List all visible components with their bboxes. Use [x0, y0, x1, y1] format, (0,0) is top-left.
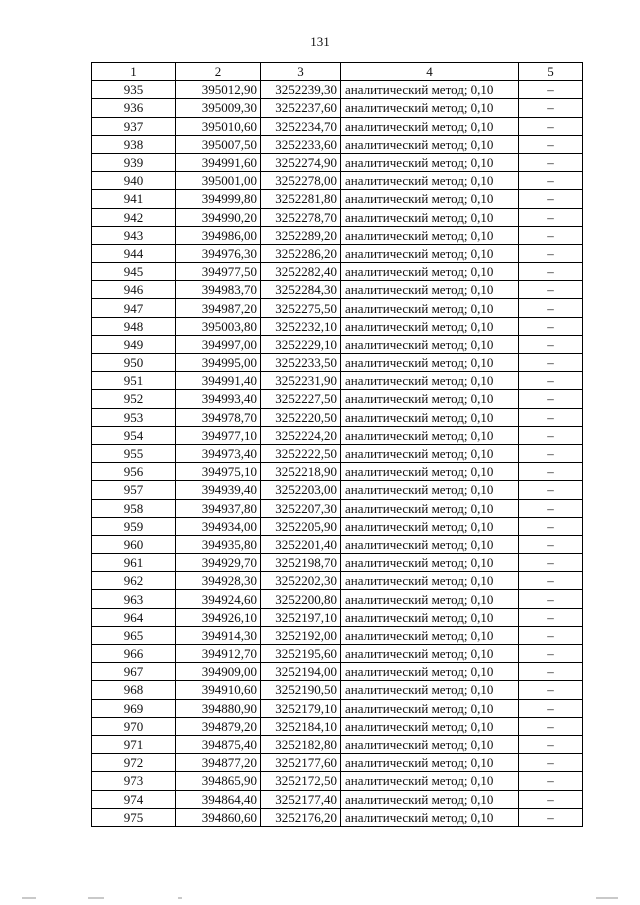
point-number-cell: 973: [92, 772, 176, 790]
table-row: [92, 81, 583, 99]
note-cell: –: [519, 135, 583, 153]
method-cell: аналитический метод; 0,10: [341, 299, 519, 317]
note-cell: –: [519, 153, 583, 171]
point-number-cell: 965: [92, 626, 176, 644]
point-number-cell: 941: [92, 190, 176, 208]
method-cell: аналитический метод; 0,10: [341, 772, 519, 790]
point-number-cell: 971: [92, 735, 176, 753]
note-cell: –: [519, 626, 583, 644]
method-cell: аналитический метод; 0,10: [341, 663, 519, 681]
method-cell: аналитический метод; 0,10: [341, 499, 519, 517]
table-row: [92, 390, 583, 408]
point-number-cell: 946: [92, 281, 176, 299]
note-cell: –: [519, 81, 583, 99]
method-cell: аналитический метод; 0,10: [341, 554, 519, 572]
method-cell: аналитический метод; 0,10: [341, 81, 519, 99]
y-coordinate-cell: 3252172,50: [261, 772, 341, 790]
table-row: [92, 117, 583, 135]
column-header: 1: [92, 63, 176, 81]
method-cell: аналитический метод; 0,10: [341, 135, 519, 153]
method-cell: аналитический метод; 0,10: [341, 153, 519, 171]
table-header-row: [92, 63, 583, 81]
y-coordinate-cell: 3252207,30: [261, 499, 341, 517]
point-number-cell: 964: [92, 608, 176, 626]
table-row: [92, 244, 583, 262]
y-coordinate-cell: 3252222,50: [261, 444, 341, 462]
column-header: 4: [341, 63, 519, 81]
method-cell: аналитический метод; 0,10: [341, 335, 519, 353]
table-row: [92, 299, 583, 317]
method-cell: аналитический метод; 0,10: [341, 481, 519, 499]
method-cell: аналитический метод; 0,10: [341, 590, 519, 608]
table-row: [92, 535, 583, 553]
table-row: [92, 281, 583, 299]
note-cell: –: [519, 426, 583, 444]
y-coordinate-cell: 3252227,50: [261, 390, 341, 408]
method-cell: аналитический метод; 0,10: [341, 626, 519, 644]
table-row: [92, 226, 583, 244]
x-coordinate-cell: 394879,20: [176, 717, 261, 735]
table-row: [92, 517, 583, 535]
method-cell: аналитический метод; 0,10: [341, 390, 519, 408]
note-cell: –: [519, 645, 583, 663]
note-cell: –: [519, 608, 583, 626]
note-cell: –: [519, 754, 583, 772]
point-number-cell: 935: [92, 81, 176, 99]
table-row: [92, 735, 583, 753]
x-coordinate-cell: 394991,60: [176, 153, 261, 171]
x-coordinate-cell: 394928,30: [176, 572, 261, 590]
y-coordinate-cell: 3252224,20: [261, 426, 341, 444]
point-number-cell: 956: [92, 463, 176, 481]
note-cell: –: [519, 699, 583, 717]
note-cell: –: [519, 317, 583, 335]
method-cell: аналитический метод; 0,10: [341, 281, 519, 299]
point-number-cell: 950: [92, 354, 176, 372]
method-cell: аналитический метод; 0,10: [341, 372, 519, 390]
point-number-cell: 940: [92, 172, 176, 190]
table-row: [92, 608, 583, 626]
note-cell: –: [519, 663, 583, 681]
method-cell: аналитический метод; 0,10: [341, 808, 519, 826]
y-coordinate-cell: 3252201,40: [261, 535, 341, 553]
y-coordinate-cell: 3252177,60: [261, 754, 341, 772]
note-cell: –: [519, 808, 583, 826]
method-cell: аналитический метод; 0,10: [341, 735, 519, 753]
x-coordinate-cell: 394999,80: [176, 190, 261, 208]
x-coordinate-cell: 394937,80: [176, 499, 261, 517]
point-number-cell: 975: [92, 808, 176, 826]
note-cell: –: [519, 281, 583, 299]
table-row: [92, 717, 583, 735]
table-row: [92, 426, 583, 444]
note-cell: –: [519, 390, 583, 408]
method-cell: аналитический метод; 0,10: [341, 535, 519, 553]
method-cell: аналитический метод; 0,10: [341, 608, 519, 626]
method-cell: аналитический метод; 0,10: [341, 354, 519, 372]
note-cell: –: [519, 517, 583, 535]
point-number-cell: 937: [92, 117, 176, 135]
note-cell: –: [519, 172, 583, 190]
x-coordinate-cell: 395010,60: [176, 117, 261, 135]
table-row: [92, 135, 583, 153]
x-coordinate-cell: 394929,70: [176, 554, 261, 572]
page-number: 131: [310, 34, 330, 49]
y-coordinate-cell: 3252202,30: [261, 572, 341, 590]
table-row: [92, 408, 583, 426]
y-coordinate-cell: 3252195,60: [261, 645, 341, 663]
method-cell: аналитический метод; 0,10: [341, 681, 519, 699]
note-cell: –: [519, 208, 583, 226]
point-number-cell: 970: [92, 717, 176, 735]
y-coordinate-cell: 3252205,90: [261, 517, 341, 535]
x-coordinate-cell: 394991,40: [176, 372, 261, 390]
x-coordinate-cell: 394990,20: [176, 208, 261, 226]
method-cell: аналитический метод; 0,10: [341, 408, 519, 426]
table-row: [92, 372, 583, 390]
y-coordinate-cell: 3252182,80: [261, 735, 341, 753]
table-row: [92, 645, 583, 663]
point-number-cell: 945: [92, 263, 176, 281]
note-cell: –: [519, 354, 583, 372]
y-coordinate-cell: 3252281,80: [261, 190, 341, 208]
x-coordinate-cell: 395001,00: [176, 172, 261, 190]
point-number-cell: 962: [92, 572, 176, 590]
point-number-cell: 942: [92, 208, 176, 226]
method-cell: аналитический метод; 0,10: [341, 317, 519, 335]
point-number-cell: 943: [92, 226, 176, 244]
x-coordinate-cell: 395012,90: [176, 81, 261, 99]
point-number-cell: 951: [92, 372, 176, 390]
point-number-cell: 936: [92, 99, 176, 117]
note-cell: –: [519, 299, 583, 317]
x-coordinate-cell: 394909,00: [176, 663, 261, 681]
table-row: [92, 354, 583, 372]
y-coordinate-cell: 3252274,90: [261, 153, 341, 171]
point-number-cell: 957: [92, 481, 176, 499]
x-coordinate-cell: 394987,20: [176, 299, 261, 317]
x-coordinate-cell: 394860,60: [176, 808, 261, 826]
point-number-cell: 974: [92, 790, 176, 808]
method-cell: аналитический метод; 0,10: [341, 426, 519, 444]
y-coordinate-cell: 3252190,50: [261, 681, 341, 699]
table-row: [92, 190, 583, 208]
x-coordinate-cell: 395009,30: [176, 99, 261, 117]
scan-mark: [22, 897, 36, 899]
table-row: [92, 99, 583, 117]
method-cell: аналитический метод; 0,10: [341, 226, 519, 244]
method-cell: аналитический метод; 0,10: [341, 444, 519, 462]
point-number-cell: 969: [92, 699, 176, 717]
note-cell: –: [519, 190, 583, 208]
table-row: [92, 772, 583, 790]
table-row: [92, 681, 583, 699]
x-coordinate-cell: 394864,40: [176, 790, 261, 808]
x-coordinate-cell: 394976,30: [176, 244, 261, 262]
table-row: [92, 699, 583, 717]
y-coordinate-cell: 3252289,20: [261, 226, 341, 244]
method-cell: аналитический метод; 0,10: [341, 699, 519, 717]
point-number-cell: 949: [92, 335, 176, 353]
x-coordinate-cell: 394978,70: [176, 408, 261, 426]
x-coordinate-cell: 394986,00: [176, 226, 261, 244]
note-cell: –: [519, 335, 583, 353]
x-coordinate-cell: 394973,40: [176, 444, 261, 462]
x-coordinate-cell: 394939,40: [176, 481, 261, 499]
y-coordinate-cell: 3252176,20: [261, 808, 341, 826]
note-cell: –: [519, 263, 583, 281]
scan-mark: [596, 897, 618, 899]
point-number-cell: 953: [92, 408, 176, 426]
point-number-cell: 960: [92, 535, 176, 553]
y-coordinate-cell: 3252232,10: [261, 317, 341, 335]
note-cell: –: [519, 244, 583, 262]
y-coordinate-cell: 3252284,30: [261, 281, 341, 299]
method-cell: аналитический метод; 0,10: [341, 517, 519, 535]
note-cell: –: [519, 117, 583, 135]
table-row: [92, 172, 583, 190]
x-coordinate-cell: 395007,50: [176, 135, 261, 153]
point-number-cell: 966: [92, 645, 176, 663]
note-cell: –: [519, 681, 583, 699]
y-coordinate-cell: 3252237,60: [261, 99, 341, 117]
y-coordinate-cell: 3252275,50: [261, 299, 341, 317]
method-cell: аналитический метод; 0,10: [341, 244, 519, 262]
table-row: [92, 153, 583, 171]
column-header: 3: [261, 63, 341, 81]
table-row: [92, 499, 583, 517]
y-coordinate-cell: 3252286,20: [261, 244, 341, 262]
note-cell: –: [519, 463, 583, 481]
method-cell: аналитический метод; 0,10: [341, 572, 519, 590]
y-coordinate-cell: 3252234,70: [261, 117, 341, 135]
table-row: [92, 554, 583, 572]
note-cell: –: [519, 535, 583, 553]
table-row: [92, 626, 583, 644]
y-coordinate-cell: 3252200,80: [261, 590, 341, 608]
x-coordinate-cell: 395003,80: [176, 317, 261, 335]
scan-mark: [88, 897, 104, 899]
table-row: [92, 754, 583, 772]
y-coordinate-cell: 3252198,70: [261, 554, 341, 572]
x-coordinate-cell: 394977,10: [176, 426, 261, 444]
table-row: [92, 808, 583, 826]
y-coordinate-cell: 3252233,50: [261, 354, 341, 372]
table-row: [92, 335, 583, 353]
method-cell: аналитический метод; 0,10: [341, 208, 519, 226]
y-coordinate-cell: 3252192,00: [261, 626, 341, 644]
y-coordinate-cell: 3252184,10: [261, 717, 341, 735]
x-coordinate-cell: 394914,30: [176, 626, 261, 644]
y-coordinate-cell: 3252197,10: [261, 608, 341, 626]
x-coordinate-cell: 394997,00: [176, 335, 261, 353]
table-row: [92, 317, 583, 335]
note-cell: –: [519, 444, 583, 462]
y-coordinate-cell: 3252194,00: [261, 663, 341, 681]
table-row: [92, 663, 583, 681]
y-coordinate-cell: 3252179,10: [261, 699, 341, 717]
x-coordinate-cell: 394912,70: [176, 645, 261, 663]
x-coordinate-cell: 394975,10: [176, 463, 261, 481]
note-cell: –: [519, 772, 583, 790]
x-coordinate-cell: 394995,00: [176, 354, 261, 372]
method-cell: аналитический метод; 0,10: [341, 117, 519, 135]
note-cell: –: [519, 735, 583, 753]
method-cell: аналитический метод; 0,10: [341, 754, 519, 772]
table-row: [92, 444, 583, 462]
point-number-cell: 961: [92, 554, 176, 572]
y-coordinate-cell: 3252278,70: [261, 208, 341, 226]
y-coordinate-cell: 3252220,50: [261, 408, 341, 426]
x-coordinate-cell: 394880,90: [176, 699, 261, 717]
point-number-cell: 967: [92, 663, 176, 681]
y-coordinate-cell: 3252218,90: [261, 463, 341, 481]
note-cell: –: [519, 572, 583, 590]
point-number-cell: 944: [92, 244, 176, 262]
scan-mark: [178, 897, 182, 899]
y-coordinate-cell: 3252229,10: [261, 335, 341, 353]
table-row: [92, 790, 583, 808]
point-number-cell: 947: [92, 299, 176, 317]
x-coordinate-cell: 394875,40: [176, 735, 261, 753]
point-number-cell: 939: [92, 153, 176, 171]
note-cell: –: [519, 790, 583, 808]
point-number-cell: 948: [92, 317, 176, 335]
table-row: [92, 263, 583, 281]
point-number-cell: 938: [92, 135, 176, 153]
y-coordinate-cell: 3252231,90: [261, 372, 341, 390]
point-number-cell: 959: [92, 517, 176, 535]
y-coordinate-cell: 3252278,00: [261, 172, 341, 190]
y-coordinate-cell: 3252239,30: [261, 81, 341, 99]
x-coordinate-cell: 394983,70: [176, 281, 261, 299]
table-row: [92, 208, 583, 226]
method-cell: аналитический метод; 0,10: [341, 172, 519, 190]
point-number-cell: 955: [92, 444, 176, 462]
point-number-cell: 952: [92, 390, 176, 408]
method-cell: аналитический метод; 0,10: [341, 463, 519, 481]
x-coordinate-cell: 394934,00: [176, 517, 261, 535]
table-row: [92, 481, 583, 499]
y-coordinate-cell: 3252233,60: [261, 135, 341, 153]
method-cell: аналитический метод; 0,10: [341, 99, 519, 117]
column-header: 2: [176, 63, 261, 81]
column-header: 5: [519, 63, 583, 81]
point-number-cell: 968: [92, 681, 176, 699]
x-coordinate-cell: 394977,50: [176, 263, 261, 281]
x-coordinate-cell: 394993,40: [176, 390, 261, 408]
method-cell: аналитический метод; 0,10: [341, 645, 519, 663]
method-cell: аналитический метод; 0,10: [341, 717, 519, 735]
note-cell: –: [519, 590, 583, 608]
note-cell: –: [519, 499, 583, 517]
method-cell: аналитический метод; 0,10: [341, 263, 519, 281]
point-number-cell: 958: [92, 499, 176, 517]
x-coordinate-cell: 394877,20: [176, 754, 261, 772]
y-coordinate-cell: 3252282,40: [261, 263, 341, 281]
method-cell: аналитический метод; 0,10: [341, 790, 519, 808]
y-coordinate-cell: 3252177,40: [261, 790, 341, 808]
x-coordinate-cell: 394935,80: [176, 535, 261, 553]
note-cell: –: [519, 408, 583, 426]
method-cell: аналитический метод; 0,10: [341, 190, 519, 208]
note-cell: –: [519, 481, 583, 499]
point-number-cell: 972: [92, 754, 176, 772]
x-coordinate-cell: 394910,60: [176, 681, 261, 699]
table-row: [92, 572, 583, 590]
note-cell: –: [519, 717, 583, 735]
x-coordinate-cell: 394924,60: [176, 590, 261, 608]
point-number-cell: 954: [92, 426, 176, 444]
note-cell: –: [519, 226, 583, 244]
note-cell: –: [519, 554, 583, 572]
coordinates-table: [91, 62, 583, 827]
table-row: [92, 590, 583, 608]
note-cell: –: [519, 372, 583, 390]
x-coordinate-cell: 394865,90: [176, 772, 261, 790]
y-coordinate-cell: 3252203,00: [261, 481, 341, 499]
point-number-cell: 963: [92, 590, 176, 608]
table-row: [92, 463, 583, 481]
note-cell: –: [519, 99, 583, 117]
x-coordinate-cell: 394926,10: [176, 608, 261, 626]
